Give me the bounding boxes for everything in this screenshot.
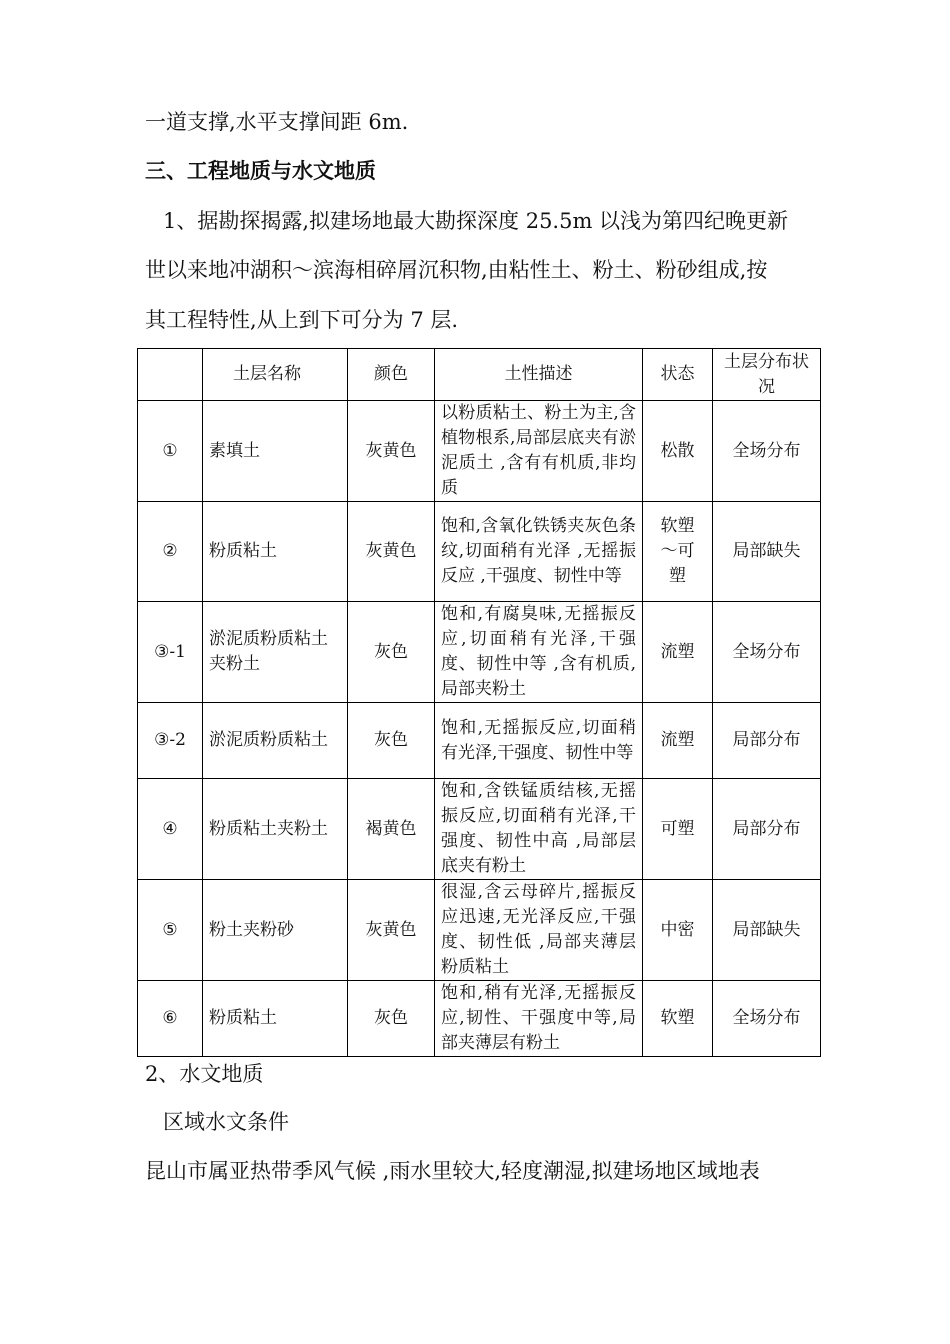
- header-cell-name: 土层名称: [203, 349, 348, 401]
- cell-state: 松散: [643, 401, 713, 502]
- paragraph-line: 世以来地冲湖积～滨海相碎屑沉积物,由粘性土、粉土、粉砂组成,按: [145, 258, 768, 282]
- cell-color: 灰色: [348, 703, 435, 779]
- cell-name: 淤泥质粉质粘土: [203, 703, 348, 779]
- cell-distribution: 局部缺失: [713, 880, 821, 981]
- cell-name: 粉土夹粉砂: [203, 880, 348, 981]
- cell-color: 灰色: [348, 981, 435, 1057]
- cell-state: 流塑: [643, 703, 713, 779]
- cell-name: 粉质粘土夹粉土: [203, 779, 348, 880]
- header-cell-color: 颜色: [348, 349, 435, 401]
- cell-no: ⑥: [138, 981, 203, 1057]
- cell-state: 中密: [643, 880, 713, 981]
- cell-state: 流塑: [643, 602, 713, 703]
- cell-state: 软塑～可塑: [643, 502, 713, 602]
- cell-description: 饱和,含氧化铁锈夹灰色条纹,切面稍有光泽 ,无摇振反应 ,干强度、韧性中等: [435, 502, 643, 602]
- section-heading: 三、工程地质与水文地质: [145, 158, 376, 183]
- table-row: [138, 703, 821, 779]
- table-row: [138, 779, 821, 880]
- cell-no: ④: [138, 779, 203, 880]
- cell-distribution: 全场分布: [713, 602, 821, 703]
- cell-no: ②: [138, 502, 203, 602]
- cell-distribution: 局部缺失: [713, 502, 821, 602]
- cell-color: 灰黄色: [348, 502, 435, 602]
- cell-no: ⑤: [138, 880, 203, 981]
- paragraph-line: 1、据勘探揭露,拟建场地最大勘探深度 25.5m 以浅为第四纪晚更新: [163, 209, 789, 233]
- cell-name: 粉质粘土: [203, 502, 348, 602]
- cell-no: ③-1: [138, 602, 203, 703]
- section-heading: 2、水文地质: [145, 1062, 264, 1086]
- cell-distribution: 局部分布: [713, 779, 821, 880]
- cell-description: 饱和,有腐臭味,无摇振反应,切面稍有光泽,干强度、韧性中等 ,含有机质,局部夹粉土: [435, 602, 643, 703]
- header-cell-no: [138, 349, 203, 401]
- table-row: [138, 602, 821, 703]
- cell-color: 灰黄色: [348, 880, 435, 981]
- cell-color: 灰黄色: [348, 401, 435, 502]
- paragraph-line: 其工程特性,从上到下可分为 7 层.: [145, 308, 459, 332]
- header-cell-distribution: 土层分布状况: [713, 349, 821, 401]
- cell-description: 饱和,含铁锰质结核,无摇振反应,切面稍有光泽,干强度、韧性中高 ,局部层底夹有粉土: [435, 779, 643, 880]
- subheading: 区域水文条件: [163, 1110, 289, 1134]
- header-cell-state: 状态: [643, 349, 713, 401]
- cell-distribution: 全场分布: [713, 981, 821, 1057]
- table-row: [138, 502, 821, 602]
- cell-description: 饱和,稍有光泽,无摇振反应,韧性、干强度中等,局部夹薄层有粉土: [435, 981, 643, 1057]
- cell-color: 褐黄色: [348, 779, 435, 880]
- table-row: [138, 401, 821, 502]
- cell-description: 饱和,无摇振反应,切面稍有光泽,干强度、韧性中等: [435, 703, 643, 779]
- cell-description: 很湿,含云母碎片,摇振反应迅速,无光泽反应,干强度、韧性低 ,局部夹薄层粉质粘土: [435, 880, 643, 981]
- cell-name: 淤泥质粉质粘土夹粉土: [203, 602, 348, 703]
- cell-name: 粉质粘土: [203, 981, 348, 1057]
- header-cell-description: 土性描述: [435, 349, 643, 401]
- cell-name: 素填土: [203, 401, 348, 502]
- cell-state: 软塑: [643, 981, 713, 1057]
- cell-no: ①: [138, 401, 203, 502]
- intro-line: 一道支撑,水平支撑间距 6m.: [145, 110, 409, 134]
- cell-distribution: 局部分布: [713, 703, 821, 779]
- paragraph-line: 昆山市属亚热带季风气候 ,雨水里较大,轻度潮湿,拟建场地区域地表: [145, 1159, 760, 1183]
- cell-state: 可塑: [643, 779, 713, 880]
- table-row: [138, 880, 821, 981]
- cell-distribution: 全场分布: [713, 401, 821, 502]
- soil-layer-table: [137, 348, 821, 1057]
- cell-no: ③-2: [138, 703, 203, 779]
- cell-color: 灰色: [348, 602, 435, 703]
- table-row: [138, 981, 821, 1057]
- table-header-row: [138, 349, 821, 401]
- cell-description: 以粉质粘土、粉土为主,含植物根系,局部层底夹有淤泥质土 ,含有有机质,非均质: [435, 401, 643, 502]
